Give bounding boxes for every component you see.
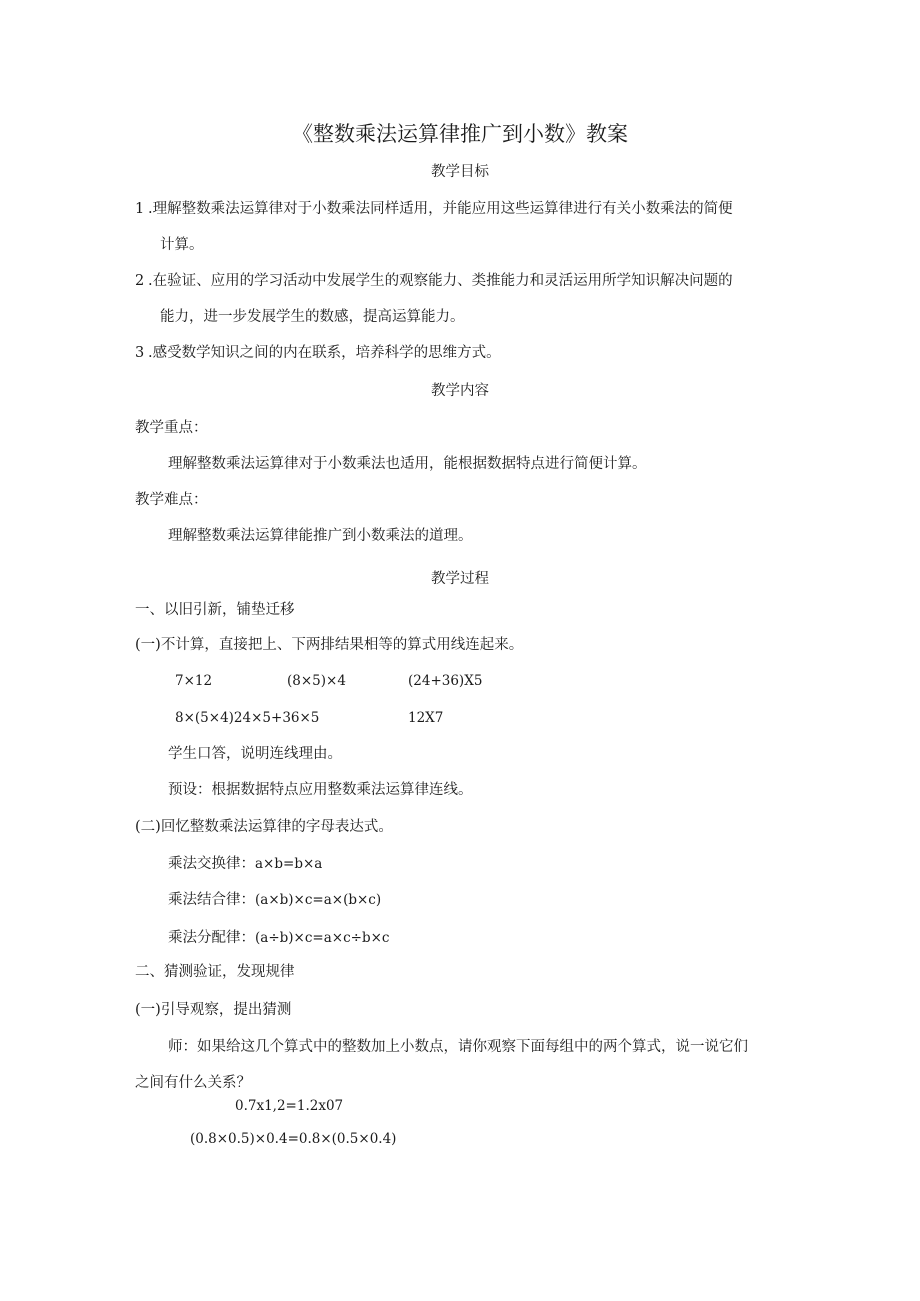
law-3 <box>168 928 389 948</box>
goal-1-text-cont: 计算。 <box>160 237 204 253</box>
law-2-label: 乘法结合律： <box>168 892 255 908</box>
law-2 <box>168 890 381 910</box>
law-1 <box>168 854 322 874</box>
expr-row1-c: (24+36)X5 <box>408 673 483 689</box>
law-2-formula: (a×b)×c=a×(b×c) <box>255 892 382 908</box>
goal-2-number: 2 <box>135 273 145 289</box>
law-3-label: 乘法分配律： <box>168 930 255 946</box>
sub-3-title: (一)引导观察，提出猜测 <box>135 1002 292 1018</box>
section-1-title: 一、以旧引新，铺垫迁移 <box>135 602 295 618</box>
heading-teaching-content: 教学内容 <box>431 383 489 399</box>
goal-3-text: .感受数学知识之间的内在联系，培养科学的思维方式。 <box>148 345 501 361</box>
law-1-formula: a×b=b×a <box>255 856 323 872</box>
example-2: (0.8×0.5)×0.4=0.8×(0.5×0.4) <box>190 1131 397 1147</box>
goal-1-text: .理解整数乘法运算律对于小数乘法同样适用，并能应用这些运算律进行有关小数乘法的简便 <box>148 201 733 217</box>
goal-3-number: 3 <box>135 345 145 361</box>
difficulty-text: 理解整数乘法运算律能推广到小数乘法的道理。 <box>168 528 473 544</box>
law-1-label: 乘法交换律： <box>168 856 255 872</box>
heading-teaching-goals: 教学目标 <box>431 164 489 180</box>
expr-row1-a: 7×12 <box>175 673 213 689</box>
goal-2-text-cont: 能力，进一步发展学生的数感，提高运算能力。 <box>160 309 465 325</box>
answer-text: 学生口答，说明连线理由。 <box>168 746 342 762</box>
section-2-title: 二、猜测验证，发现规律 <box>135 964 295 980</box>
document-title: 《整数乘法运算律推广到小数》教案 <box>292 122 628 146</box>
teacher-prompt: 师：如果给这几个算式中的整数加上小数点，请你观察下面每组中的两个算式，说一说它们 <box>168 1039 748 1055</box>
heading-teaching-process: 教学过程 <box>431 571 489 587</box>
goal-2-text: .在验证、应用的学习活动中发展学生的观察能力、类推能力和灵活运用所学知识解决问题的 <box>148 273 733 289</box>
teacher-prompt-cont: 之间有什么关系？ <box>135 1075 251 1091</box>
expr-row2-a: 8×(5×4)24×5+36×5 <box>175 710 320 726</box>
sub-1-title: (一)不计算，直接把上、下两排结果相等的算式用线连起来。 <box>135 637 524 653</box>
sub-2-title: (二)回忆整数乘法运算律的字母表达式。 <box>135 819 393 835</box>
expr-row1-b: (8×5)×4 <box>287 673 346 689</box>
law-3-formula: (a÷b)×c=a×c÷b×c <box>255 930 390 946</box>
key-point-text: 理解整数乘法运算律对于小数乘法也适用，能根据数据特点进行简便计算。 <box>168 456 647 472</box>
goal-1-number: 1 <box>135 201 145 217</box>
example-1: 0.7x1,2=1.2x07 <box>235 1098 344 1114</box>
expr-row2-b: 12X7 <box>408 710 444 726</box>
difficulty-label: 教学难点： <box>135 492 208 508</box>
preset-text: 预设：根据数据特点应用整数乘法运算律连线。 <box>168 782 473 798</box>
key-point-label: 教学重点： <box>135 420 208 436</box>
